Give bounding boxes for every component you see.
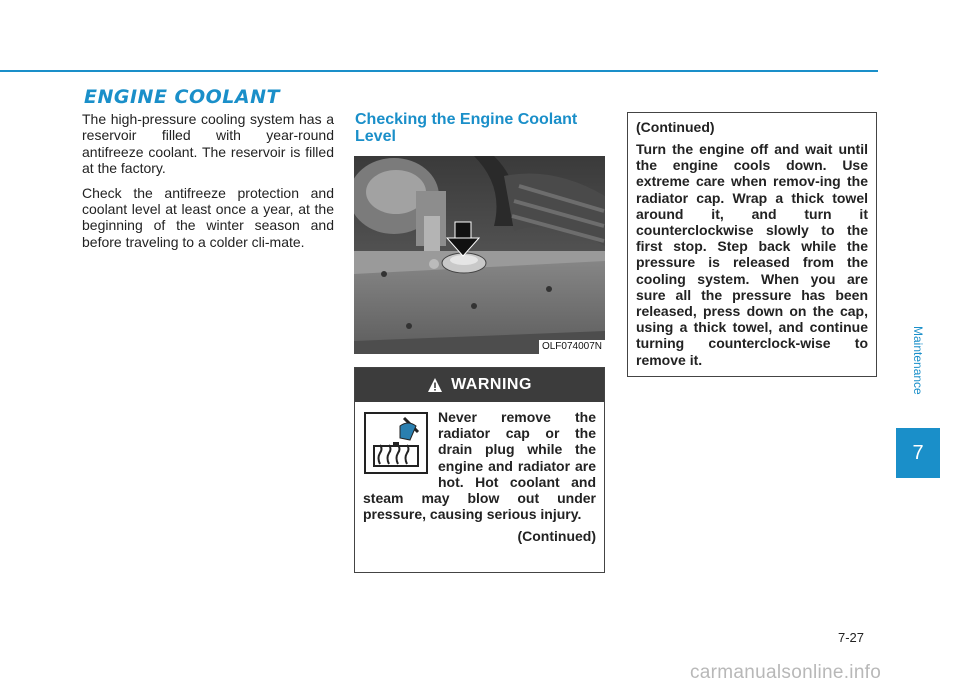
subheading: Checking the Engine Coolant Level	[355, 111, 578, 145]
continued-heading: (Continued)	[636, 119, 715, 135]
intro-paragraph: The high-pressure cooling system has a reservoir filled with year-round antifreeze coolant. The reservoir is filled at the factory.	[82, 111, 334, 177]
warning-triangle-icon	[427, 377, 443, 393]
warning-content	[355, 402, 604, 544]
continued-text: Turn the engine off and wait until the engine cools down. Use extreme care when remov-ing the radiator cap. Wrap a thick towel around it, and turn it counterclockwise slowly to the first stop. Step back while the pressure is released from the cooling system. When you are sure all the pressure has been released, press down on the cap, using a thick towel, and continue turning counterclock-wise to remove it.	[636, 141, 868, 368]
side-section-label: Maintenance	[911, 325, 925, 395]
warning-box	[354, 367, 605, 573]
warning-title: WARNING	[451, 376, 532, 393]
warning-header	[355, 368, 604, 402]
figure-code: OLF074007N	[539, 340, 605, 354]
continued-box	[627, 112, 877, 377]
watermark: carmanualsonline.info	[690, 662, 882, 683]
section-title: ENGINE COOLANT	[84, 86, 280, 108]
engine-bay-illustration	[354, 156, 605, 354]
intro-paragraph: Check the antifreeze protection and coolant level at least once a year, at the beginning of the winter season and before traveling to a colder cli-mate.	[82, 184, 334, 250]
engine-bay-photo	[354, 156, 605, 354]
intro-column	[82, 111, 334, 258]
warning-text: Never remove the radiator cap or the drain plug while the engine and radiator are hot. Hot coolant and steam may blow out under pressure, causing serious injury.	[363, 409, 596, 523]
page-number: 7-27	[838, 630, 865, 645]
top-rule	[0, 70, 878, 72]
hot-coolant-warning-icon	[364, 412, 428, 474]
chapter-tab: 7	[896, 428, 940, 478]
warning-continued: (Continued)	[517, 528, 596, 545]
